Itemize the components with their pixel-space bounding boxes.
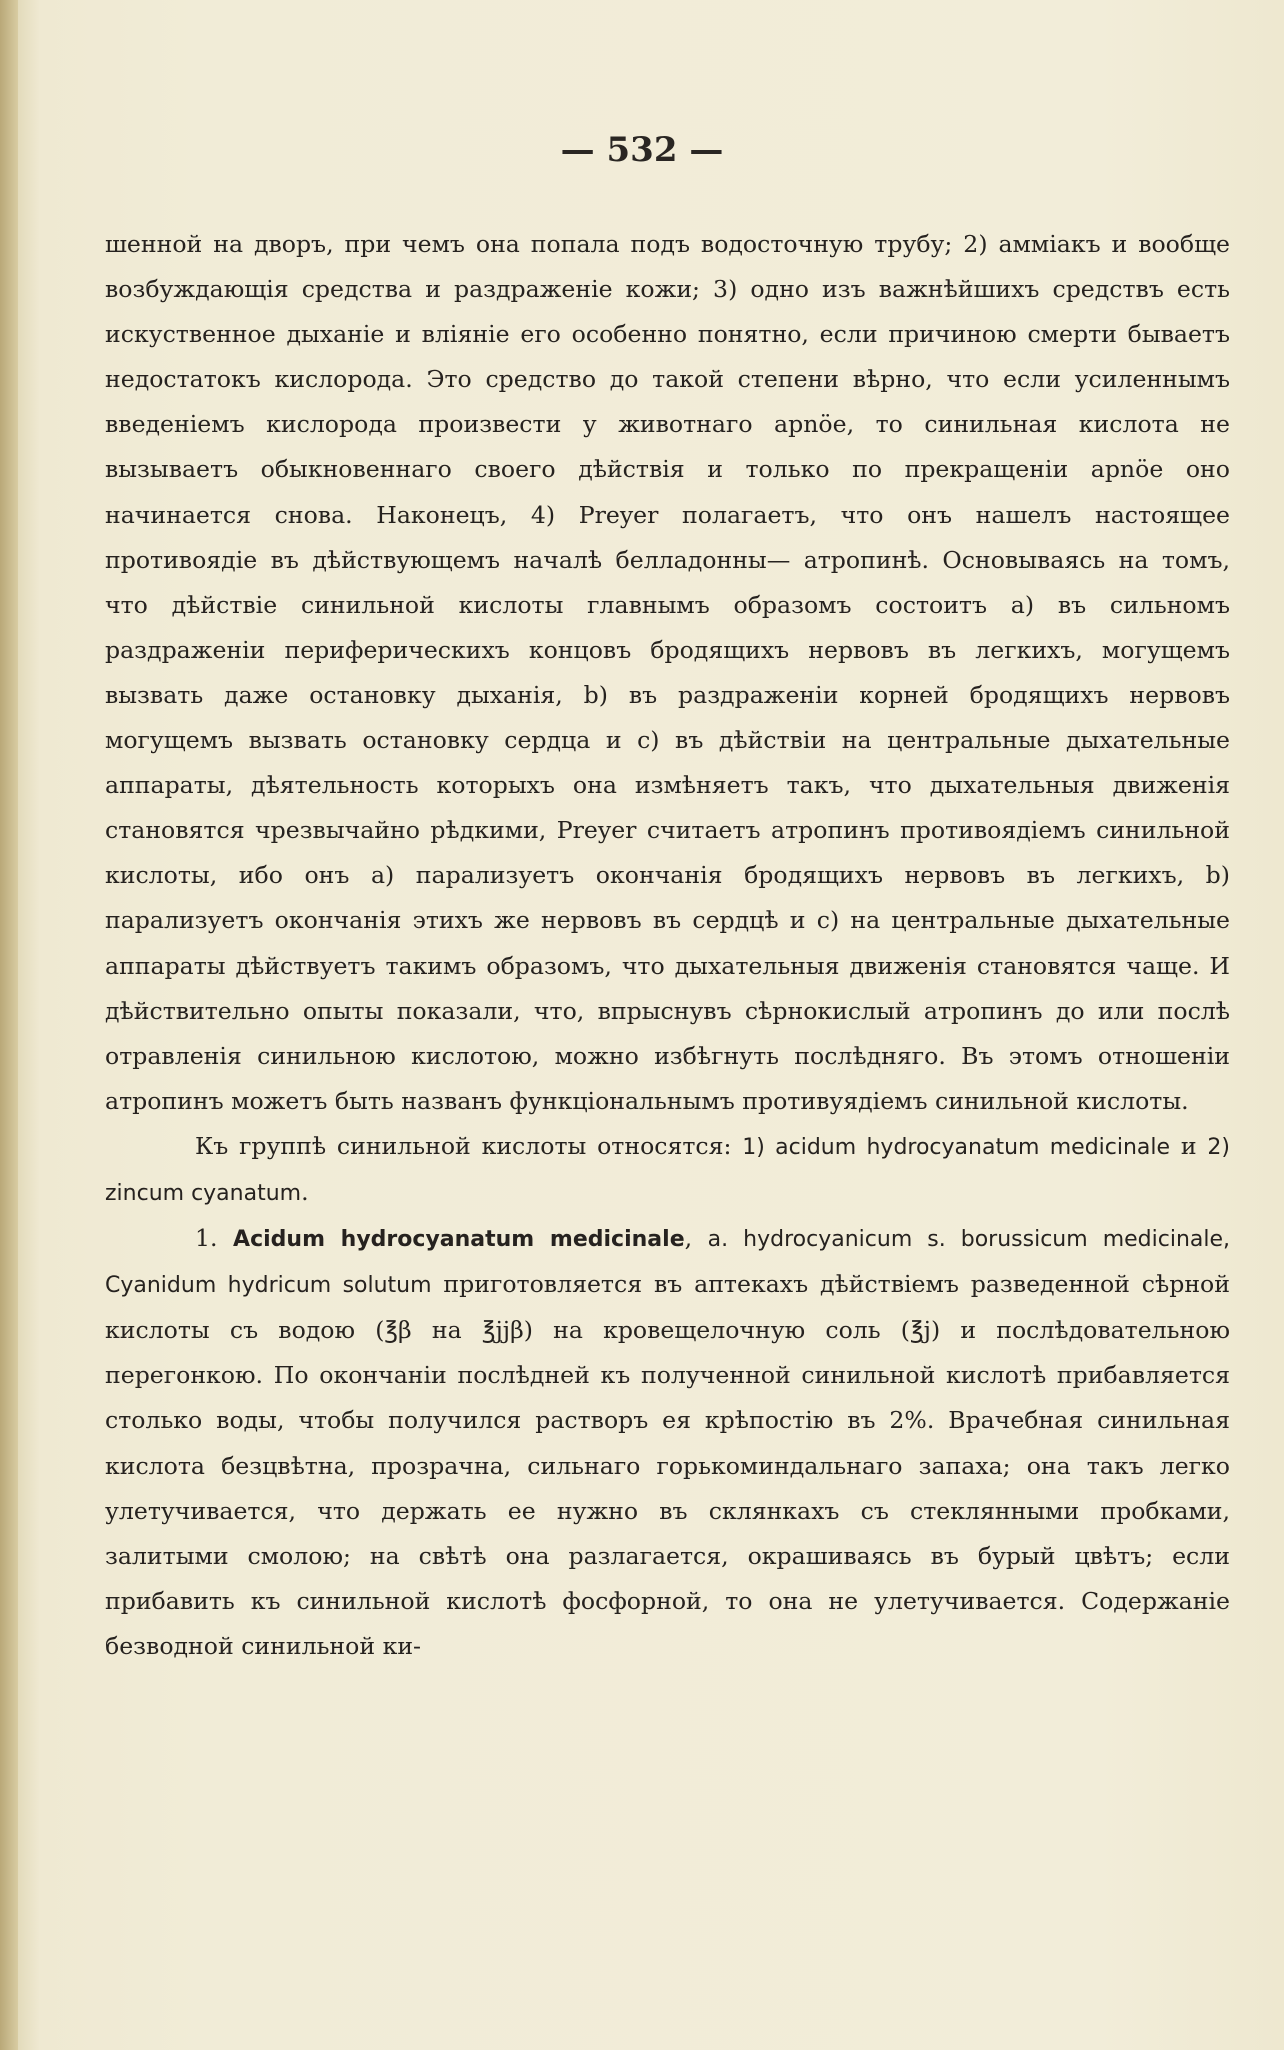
page-body xyxy=(105,222,1230,1669)
paragraph-text: Къ группѣ синильной кислоты относятся: xyxy=(195,1131,743,1160)
latin-term: 1) acidum hydrocyanatum medicinale xyxy=(742,1134,1171,1160)
paragraph-text: и xyxy=(1170,1131,1208,1160)
paragraph-group-list xyxy=(105,1124,1230,1216)
section-heading-term: Acidum hydrocyanatum medicinale xyxy=(233,1227,685,1253)
paragraph-text: 1. xyxy=(195,1224,234,1253)
paragraph-text: . xyxy=(301,1177,309,1206)
latin-term: a. hydrocyanicum s. borussicum medicinale, Cyanidum hydricum solutum xyxy=(105,1227,1231,1299)
paragraph-preyer-antidote: шенной на дворъ, при чемъ она попала подъ водосточную трубу; 2) амміакъ и вообще возбуждающія средства и раздраженіе кожи; 3) одно изъ важнѣйшихъ средствъ есть искуственное дыханіе и вліяніе его особенно понятно, если причиною смерти бываетъ недостатокъ кислорода. Это средство до такой степени вѣрно, что если усиленнымъ введеніемъ кислорода произвести у животнаго apnöe, то синильная кислота не вызываетъ обыкновеннаго своего дѣйствія и только по прекращеніи apnöe оно начинается снова. Наконецъ, 4) Preyer полагаетъ, что онъ нашелъ настоящее противоядіе въ дѣйствующемъ началѣ белладонны— атропинѣ. Основываясь на томъ, что дѣйствіе синильной кислоты главнымъ образомъ состоитъ a) въ сильномъ раздраженіи периферическихъ концовъ бродящихъ нервовъ въ легкихъ, могущемъ вызвать даже остановку дыханія, b) въ раздраженіи корней бродящихъ нервовъ могущемъ вызвать остановку сердца и c) въ дѣйствіи на центральные дыхательные аппараты, дѣятельность которыхъ она измѣняетъ такъ, что дыхательныя движенія становятся чрезвычайно рѣдкими, Preyer считаетъ атропинъ противоядіемъ синильной кислоты, ибо онъ a) парализуетъ окончанія бродящихъ нервовъ въ легкихъ, b) парализуетъ окончанія этихъ же нервовъ въ сердцѣ и c) на центральные дыхательные аппараты дѣйствуетъ такимъ образомъ, что дыхательныя движенія становятся чаще. И дѣйствительно опыты показали, что, впрыснувъ сѣрнокислый атропинъ до или послѣ отравленія синильною кислотою, можно избѣгнуть послѣдняго. Въ этомъ отношеніи атропинъ можетъ быть названъ функціональнымъ противуядіемъ синильной кислоты. xyxy=(105,230,1230,1115)
latin-term: 2) zincum cyanatum xyxy=(105,1134,1230,1206)
page-number: — 532 — xyxy=(560,130,724,170)
paragraph-text: приготовляется въ аптекахъ дѣйствіемъ разведенной сѣрной кислоты съ водою (℥β на ℥jjβ) на кровещелочную соль (℥j) и послѣдовательною перегонкою. По окончаніи послѣдней къ полученной синильной кислотѣ прибавляется столько воды, чтобы получился растворъ ея крѣпостію въ 2%. Врачебная синильная кислота безцвѣтна, прозрачна, сильнаго горькоминдальнаго запаха; она такъ легко улетучивается, что держать ее нужно въ склянкахъ съ стеклянными пробками, залитыми смолою; на свѣтѣ она разлагается, окрашиваясь въ бурый цвѣтъ; если прибавить къ синильной кислотѣ фосфорной, то она не улетучивается. Содержаніе безводной синильной ки- xyxy=(105,1270,1230,1660)
paragraph-text: , xyxy=(684,1224,708,1253)
paragraph-acidum-hydrocyanatum xyxy=(105,1216,1230,1669)
